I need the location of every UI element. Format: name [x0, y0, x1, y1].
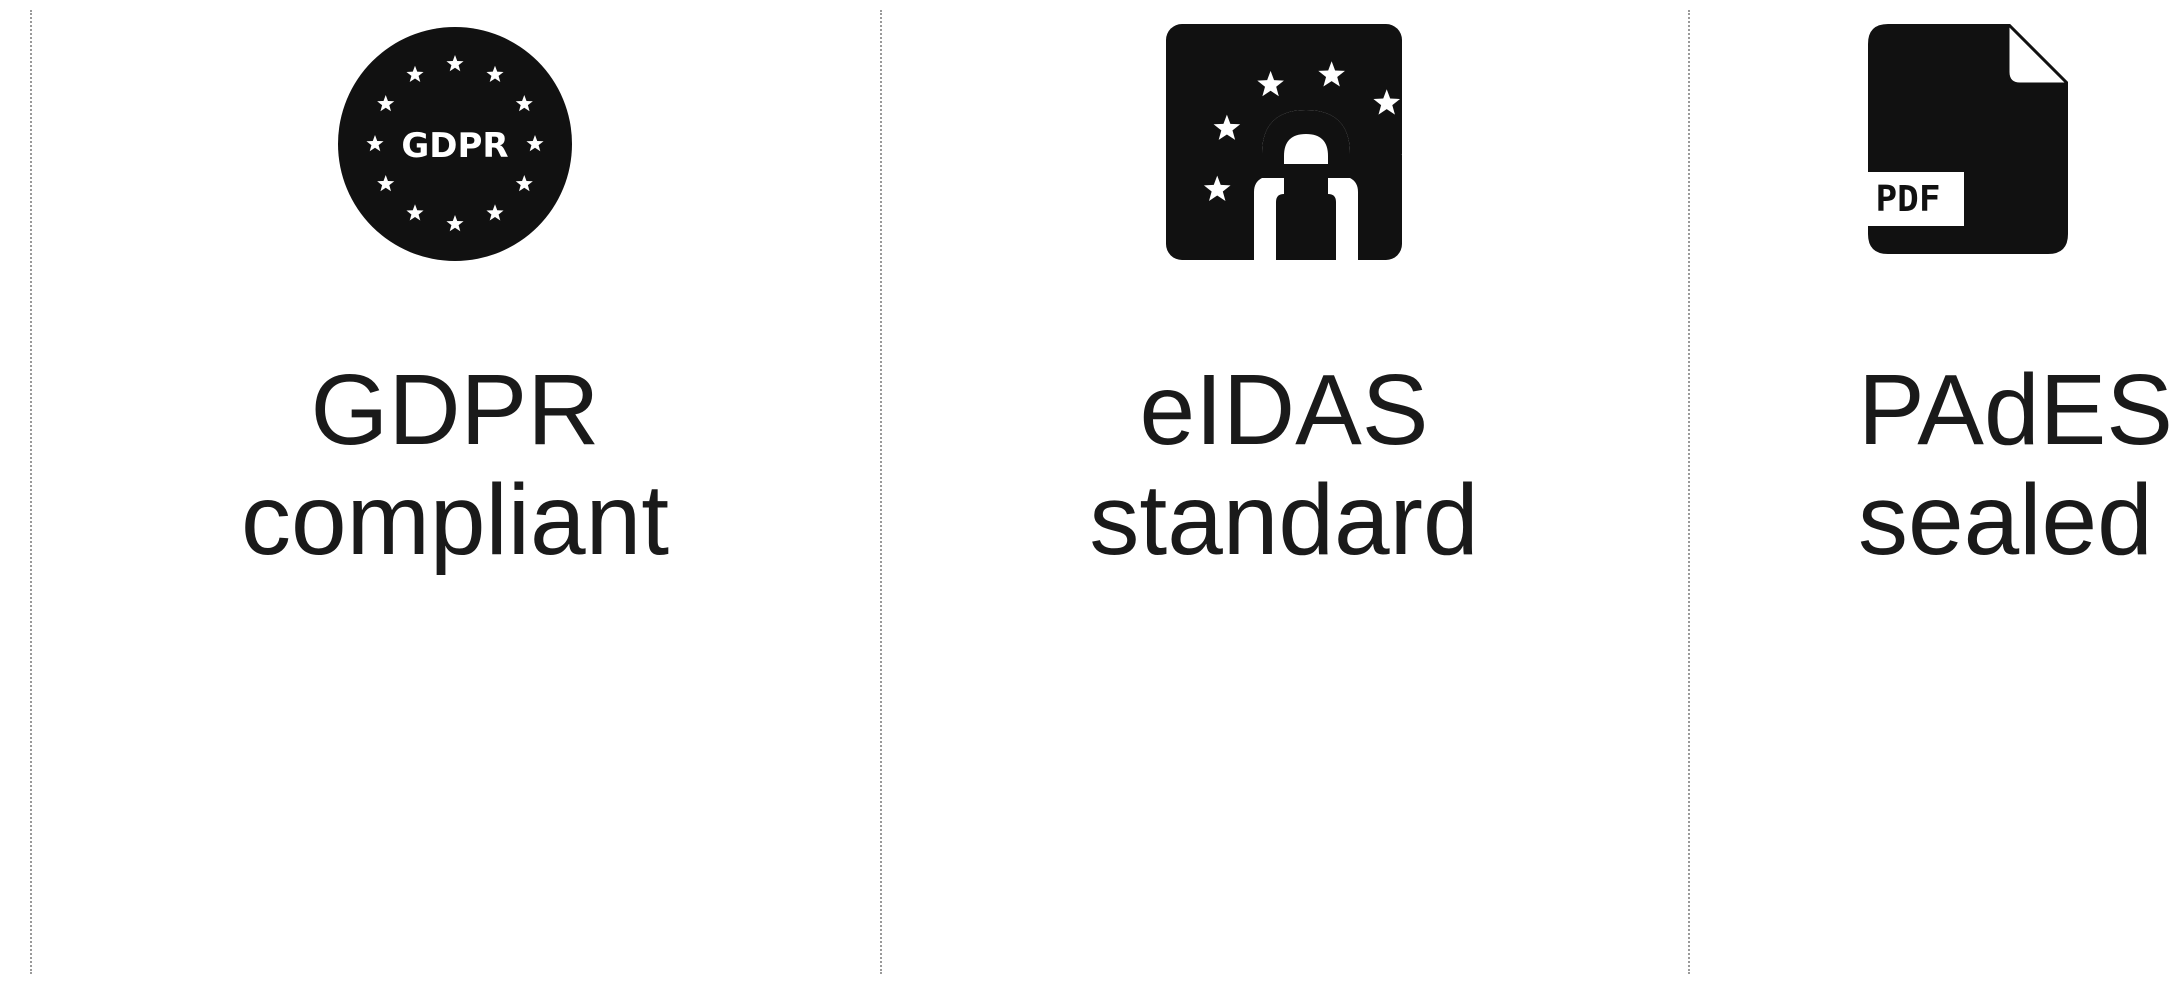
pades-subtitle: sealed [1858, 464, 2153, 576]
eidas-title: eIDAS [1139, 354, 1429, 466]
eidas-badge [880, 0, 1688, 984]
gdpr-badge [30, 0, 880, 984]
eidas-subtitle: standard [1089, 464, 1479, 576]
gdpr-label [30, 355, 880, 575]
eidas-label [880, 355, 1688, 575]
pdf-file-icon [1868, 24, 2068, 259]
gdpr-title: GDPR [310, 354, 600, 466]
gdpr-subtitle: compliant [241, 464, 669, 576]
pades-label [1858, 355, 2181, 575]
gdpr-icon-text: GDPR [401, 126, 509, 166]
pdf-icon-text: PDF [1875, 179, 1941, 220]
pades-title: PAdES [1858, 354, 2173, 466]
gdpr-icon [335, 24, 575, 269]
eu-padlock-icon [1166, 24, 1402, 265]
pades-badge [1688, 0, 2181, 984]
